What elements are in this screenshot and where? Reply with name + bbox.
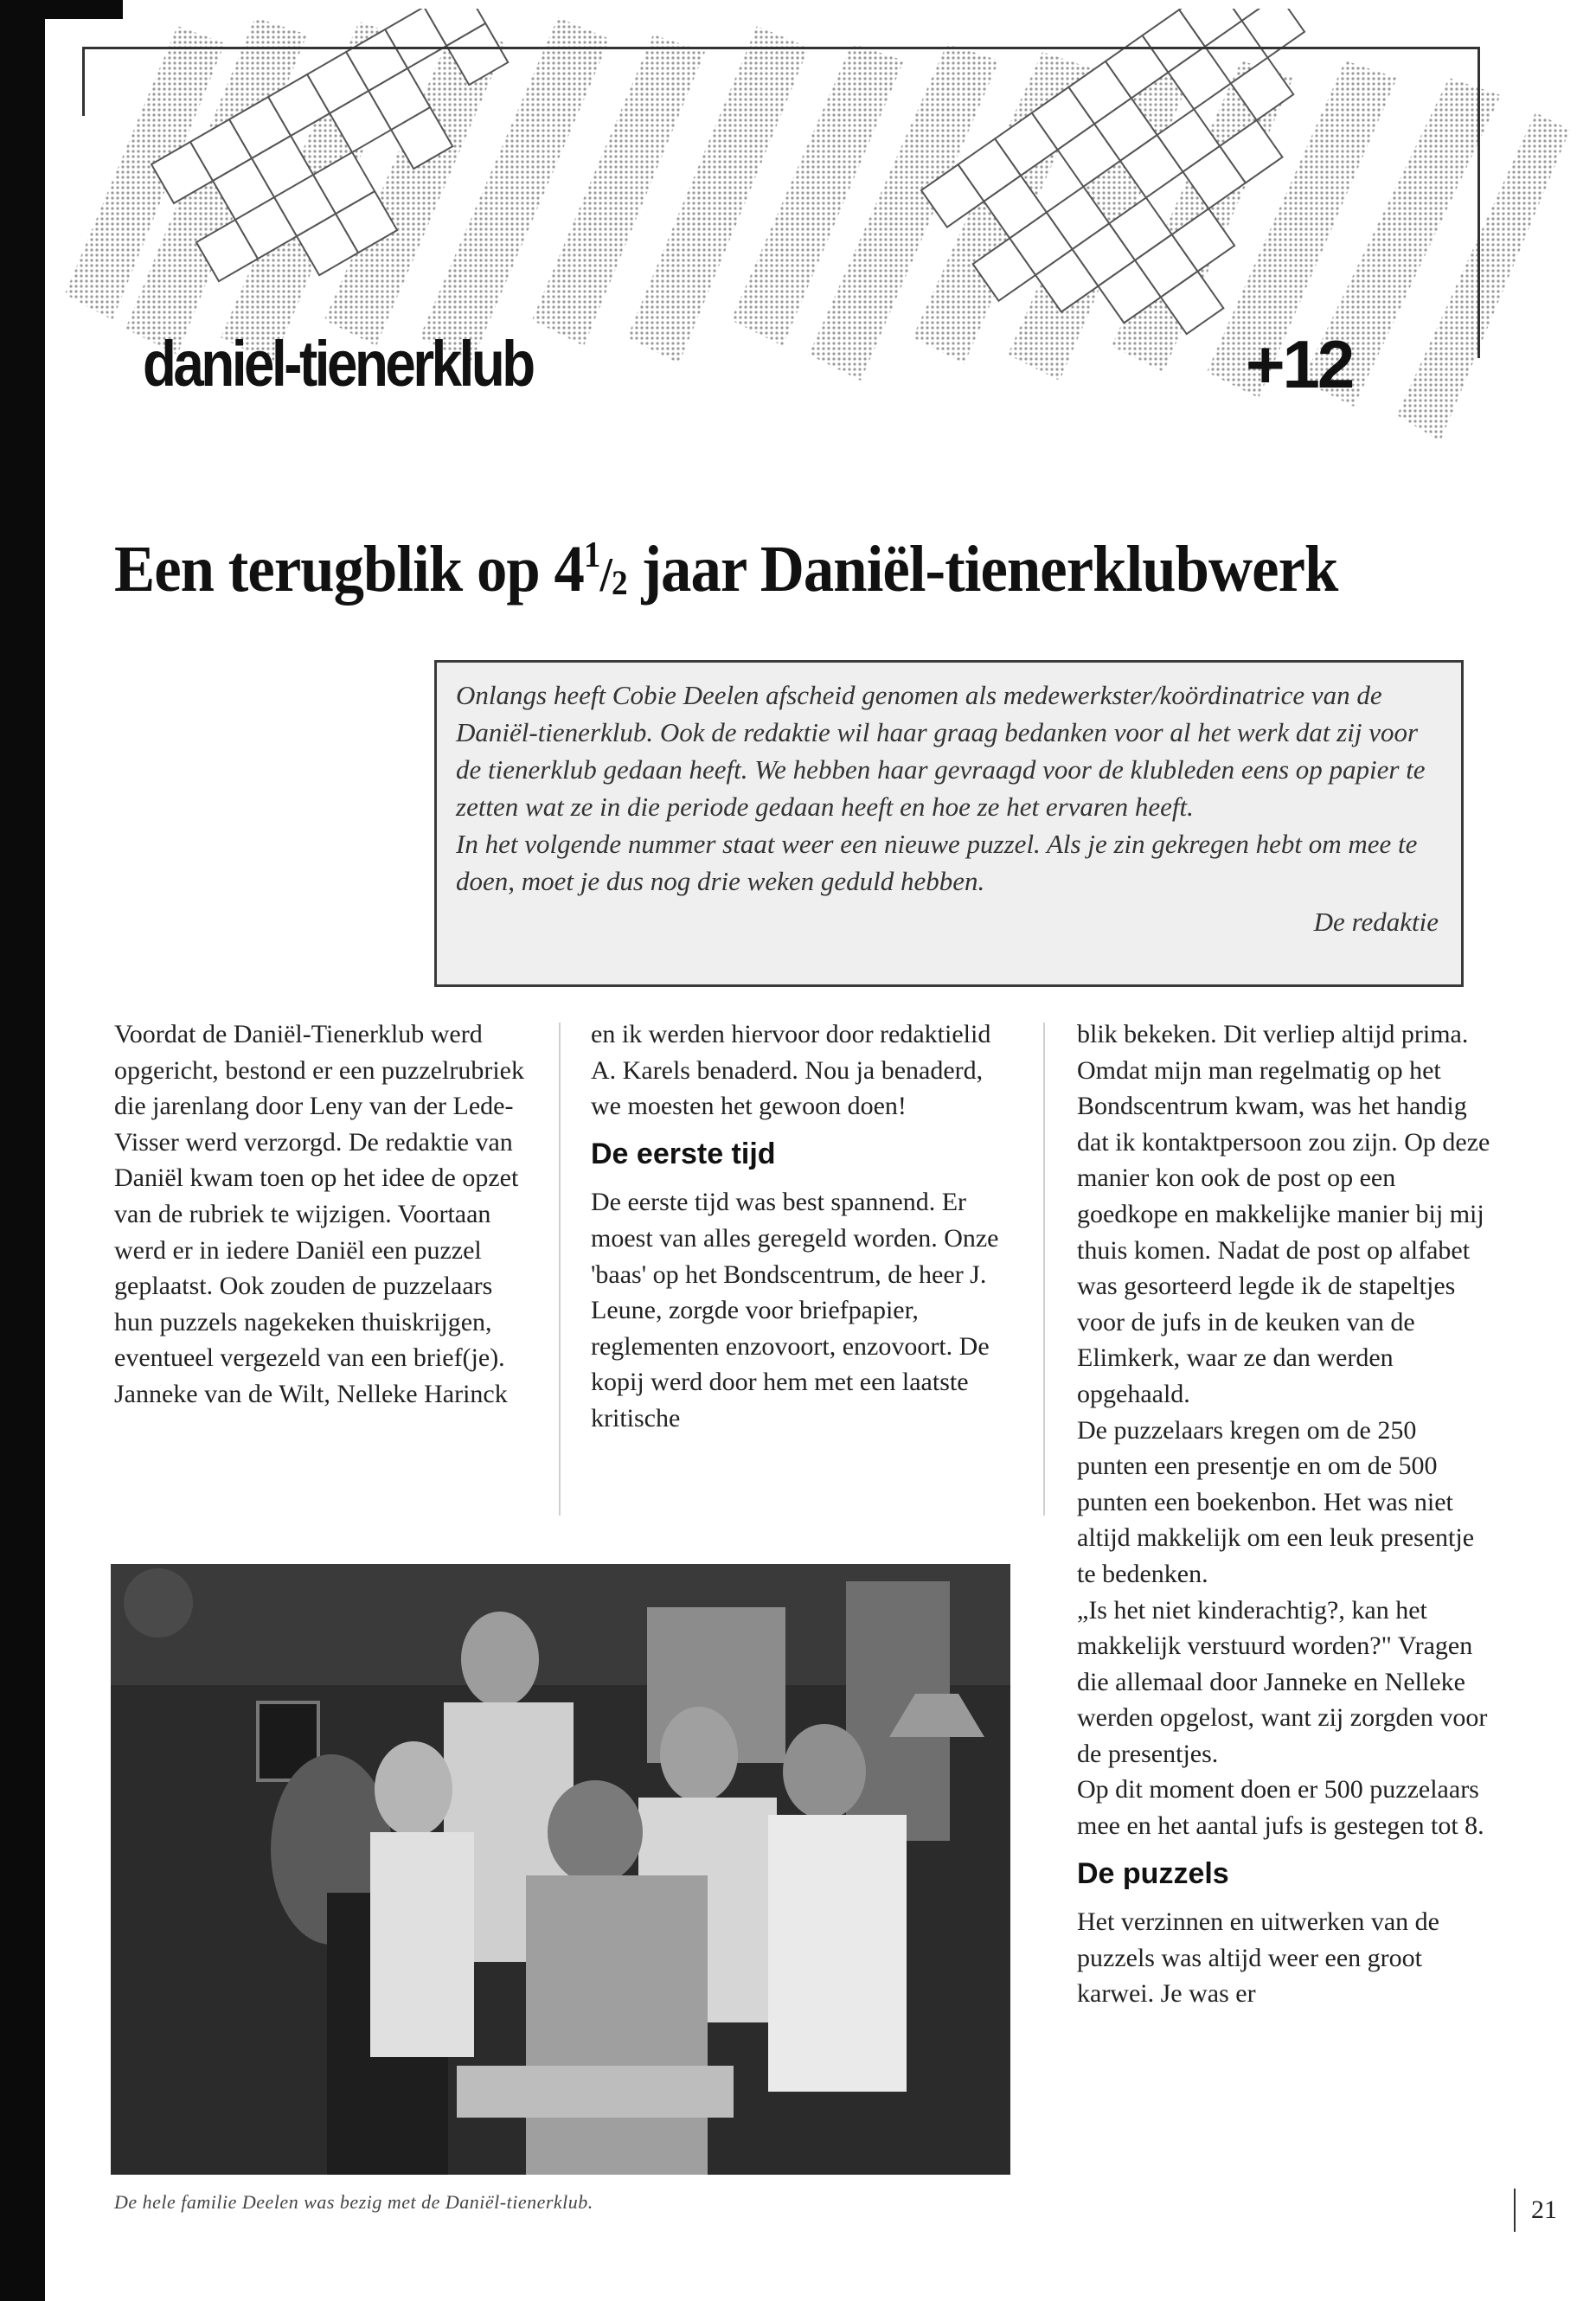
header-frame-left: [82, 47, 85, 116]
photo-caption: De hele familie Deelen was bezig met de Daniël-tienerklub.: [114, 2191, 593, 2213]
column-3-paragraph-5: Het verzinnen en uitwerken van de puzzels was altijd weer een groot karwei. Je was er: [1077, 1907, 1439, 2009]
intro-signature: De redaktie: [1313, 907, 1439, 937]
intro-paragraph-2: In het volgende nummer staat weer een nieuwe puzzel. Als je zin gekregen hebt om mee te doen, moet je dus nog drie weken geduld hebben.: [456, 829, 1418, 896]
header-frame-right: [1477, 47, 1480, 358]
page-number: 21: [1531, 2195, 1557, 2224]
column-divider-2: [1043, 1022, 1045, 1516]
column-2-paragraph-1: en ik werden hiervoor door redaktielid A. Karels benaderd. Nou ja benaderd, we moesten het gewoon doen!: [591, 1020, 991, 1121]
column-3-paragraph-4: Op dit moment doen er 500 puzzelaars mee en het aantal jufs is gestegen tot 8.: [1077, 1775, 1484, 1841]
binding-edge: [0, 0, 45, 2301]
article-title: [114, 532, 1337, 607]
header-crossword-art: [48, 9, 1570, 510]
age-group-label: +12: [1246, 326, 1353, 402]
subheading-puzzels: De puzzels: [1077, 1856, 1229, 1890]
column-3-paragraph-1: blik bekeken. Dit verliep altijd prima. Omdat mijn man regelmatig op het Bondscentrum kwam, was het handig dat ik kontaktpersoon zou zijn. Op deze manier kon ook de post op een goedkope en makkelijke manier bij mij thuis komen. Nadat de post op alfabet was gesorteerd legde ik de stapeltjes voor de jufs in de keuken van de Elimkerk, waar ze dan werden opgehaald.: [1077, 1020, 1490, 1408]
column-3-paragraph-3: „Is het niet kinderachtig?, kan het makkelijk verstuurd worden?" Vragen die allemaal door Janneke en Nelleke werden opgelost, want zij zorgden voor de presentjes.: [1077, 1595, 1488, 1768]
column-2-paragraph-2: De eerste tijd was best spannend. Er moest van alles geregeld worden. Onze 'baas' op het Bondscentrum, de heer J. Leune, zorgde voor briefpapier, reglementen enzovoort, enzovoort. De kopij werd door hem met een laatste kritische: [591, 1188, 999, 1433]
subheading-eerste-tijd: De eerste tijd: [591, 1137, 776, 1170]
article-column-3: [1077, 1016, 1490, 2012]
intro-paragraph-1: Onlangs heeft Cobie Deelen afscheid genomen als medewerkster/koördinatrice van de Daniël-tienerklub. Ook de redaktie wil haar graag bedanken voor al het werk dat zij voor de tienerklub gedaan heeft. We hebben haar gevraagd voor de klubleden eens op papier te zetten wat ze in die periode gedaan heeft en hoe ze het ervaren heeft.: [456, 680, 1426, 822]
column-3-paragraph-2: De puzzelaars kregen om de 250 punten een presentje en om de 500 punten een boekenbon. Het was niet altijd makkelijk om een leuk presentje te bedenken.: [1077, 1415, 1475, 1588]
column-1-paragraph: Voordat de Daniël-Tienerklub werd opgericht, bestond er een puzzelrubriek die jarenlang door Leny van der Lede-Visser werd verzorgd. De redaktie van Daniël kwam toen op het idee de opzet van de rubriek te wijzigen. Voortaan werd er in iedere Daniël een puzzel geplaatst. Ook zouden de puzzelaars hun puzzels nagekeken thuiskrijgen, eventueel vergezeld van een brief(je). Janneke van de Wilt, Nelleke Harinck: [114, 1020, 524, 1408]
title-fraction-numerator: 1: [583, 535, 600, 575]
title-fraction-slash: /: [599, 548, 612, 602]
club-name: daniel-tienerklub: [143, 328, 533, 400]
header-frame-top: [82, 47, 1478, 49]
title-fraction-denominator: 2: [612, 563, 627, 602]
intro-box: [434, 660, 1464, 987]
page-number-rule: [1514, 2189, 1516, 2232]
title-part-1: Een terugblik op 4: [114, 533, 584, 606]
article-column-1: [114, 1016, 531, 1413]
column-divider-1: [559, 1022, 561, 1516]
article-column-2: [591, 1016, 1006, 1437]
title-part-2: jaar Daniël-tienerklubwerk: [626, 533, 1338, 606]
family-photo: [111, 1564, 1010, 2175]
